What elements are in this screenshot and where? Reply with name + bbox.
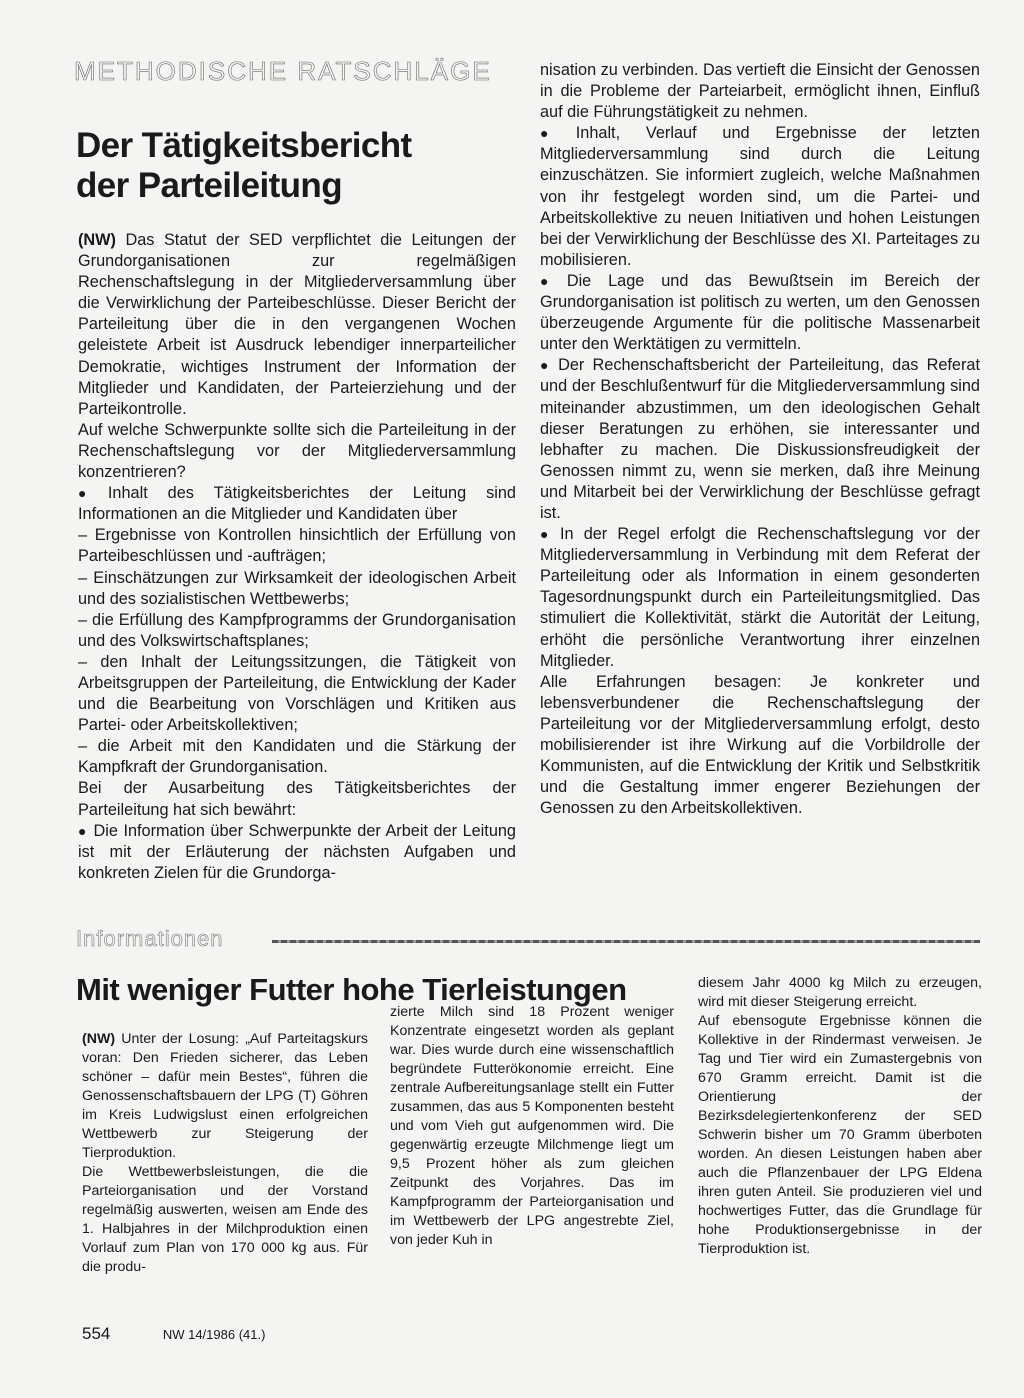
- article-title-line1: Der Tätigkeitsbericht: [76, 126, 412, 165]
- bullet-paragraph: ● Inhalt des Tätigkeitsberichtes der Leitung sind Informationen an die Mitglieder und Kandidaten über: [78, 483, 516, 525]
- source-tag: (NW): [82, 1031, 116, 1047]
- section-label: Informationen: [76, 926, 224, 951]
- article2-title: Mit weniger Futter hohe Tierleistungen: [76, 972, 627, 1007]
- issue-info: NW 14/1986 (41.): [162, 1327, 266, 1342]
- dash-item: – den Inhalt der Leitungssitzungen, die Tätigkeit von Arbeitsgruppen der Parteileitung, die Entwicklung der Kader und die Bearbeitung von Vorschlägen und Kritiken aus Partei- oder Arbeitskollektiven;: [78, 652, 516, 735]
- dash-item: – Ergebnisse von Kontrollen hinsichtlich der Erfüllung von Parteibeschlüssen und -aufträgen;: [78, 526, 516, 566]
- paragraph: zierte Milch sind 18 Prozent weniger Konzentrate eingesetzt worden als geplant war. Dies wurde durch eine wissenschaftlich begründete Futterökonomie erreicht. Eine zentrale Aufbereitungsanlage stellt ein Futter zusammen, das aus 5 Komponenten besteht und vom Vieh gut aufgenommen wird. Die gegenwärtig erzeugte Milchmenge liegt um 9,5 Prozent höher als zum gleichen Zeitpunkt des Vorjahres. Das im Kampfprogramm der Parteiorganisation und im Wettbewerb der LPG angestrebte Ziel, von jeder Kuh in: [390, 1004, 674, 1248]
- divider-line: [272, 940, 980, 943]
- page-number: 554: [82, 1324, 111, 1343]
- source-tag: (NW): [78, 231, 116, 249]
- article-title-line2: der Parteileitung: [76, 166, 342, 205]
- article-left-column: [78, 230, 516, 884]
- paragraph: (NW) Unter der Losung: „Auf Parteitagskurs voran: Den Frieden sicherer, das Leben schöner – dafür mein Bestes“, führen die Genossenschaftsbauern der LPG (T) Göhren im Kreis Ludwigslust einen erfolgreichen Wettbewerb zur Steigerung der Tierproduktion.: [82, 1031, 368, 1161]
- paragraph: (NW) Das Statut der SED verpflichtet die Leitungen der Grundorganisationen zur regelmäßigen Rechenschaftslegung in der Mitgliederversammlung über die Verwirklichung der Parteibeschlüsse. Dieser Bericht der Parteileitung über die in den vergangenen Wochen geleistete Arbeit ist Ausdruck lebendiger innerparteilicher Demokratie, wichtiges Instrument der Information der Mitglieder und Kandidaten, der Parteierziehung und der Parteikontrolle.: [78, 231, 516, 418]
- article-right-column: [540, 60, 980, 819]
- paragraph: nisation zu verbinden. Das vertieft die Einsicht der Genossen in die Probleme der Parteiarbeit, ermöglicht ihnen, Einfluß auf die Führungstätigkeit zu nehmen.: [540, 61, 980, 122]
- paragraph: Auf welche Schwerpunkte sollte sich die Parteileitung in der Rechenschaftslegung vor der Mitgliederversammlung konzentrieren?: [78, 420, 516, 482]
- dash-item: – die Arbeit mit den Kandidaten und die Stärkung der Kampfkraft der Grundorganisation.: [78, 737, 516, 777]
- bullet-paragraph: ● Der Rechenschaftsbericht der Parteileitung, das Referat und der Beschlußentwurf für die Mitgliederversammlung sind miteinander abzustimmen, um den ideologischen Gehalt dieser Beratungen zu erhöhen, sie interessanter und lebhafter zu machen. Die Diskussionsfreudigkeit der Genossen nimmt zu, wenn sie merken, daß ihre Meinung und Mitarbeit bei der Verwirklichung der Beschlüsse gefragt ist.: [540, 355, 980, 524]
- article-title: [76, 126, 496, 206]
- dash-item: – die Erfüllung des Kampfprogramms der Grundorganisation und des Volkswirtschaftsplanes;: [78, 610, 516, 650]
- page-footer: [82, 1324, 265, 1344]
- section-kicker: METHODISCHE RATSCHLÄGE: [74, 56, 492, 86]
- article2-column-2: [390, 1003, 674, 1250]
- paragraph: Alle Erfahrungen besagen: Je konkreter und lebensverbundener die Rechenschaftslegung der Parteileitung vor der Mitgliederversammlung erfolgt, desto mobilisierender ist ihre Wirkung auf die Vorbildrolle der Kommunisten, auf die Entwicklung der Kritik und Selbstkritik und die Gestaltung immer engerer Beziehungen der Genossen zu den Arbeitskollektiven.: [540, 672, 980, 818]
- paragraph: diesem Jahr 4000 kg Milch zu erzeugen, wird mit dieser Steigerung erreicht.: [698, 975, 982, 1010]
- paragraph: Auf ebensogute Ergebnisse können die Kollektive in der Rindermast verweisen. Je Tag und Tier wird ein Zumastergebnis von 670 Gramm erreicht. Damit ist die Orientierung der Bezirksdelegiertenkonferenz der SED Schwerin bisher um 70 Gramm überboten worden. An diesen Leistungen haben aber auch die Pflanzenbauer der LPG Eldena ihren guten Anteil. Sie produzieren viel und hochwertiges Futter, das die Grundlage für hohe Produktionsergebnisse in der Tierproduktion ist.: [698, 1013, 982, 1257]
- article2-column-3: [698, 974, 982, 1259]
- bullet-paragraph: ● Die Information über Schwerpunkte der Arbeit der Leitung ist mit der Erläuterung der nächsten Aufgaben und konkreten Zielen für die Grundorga-: [78, 821, 516, 884]
- paragraph: Bei der Ausarbeitung des Tätigkeitsberichtes der Parteileitung hat sich bewährt:: [78, 779, 516, 819]
- bullet-paragraph: ● Die Lage und das Bewußtsein im Bereich der Grundorganisation ist politisch zu werten, um den Genossen überzeugende Argumente für die politische Massenarbeit unter den Werktätigen zu vermitteln.: [540, 271, 980, 355]
- bullet-paragraph: ● In der Regel erfolgt die Rechenschaftslegung vor der Mitgliederversammlung in Verbindung mit dem Referat der Parteileitung oder als Information in einem gesonderten Tagesordnungspunkt durch ein Parteileitungsmitglied. Das stimuliert die Kollektivität, stärkt die Autorität der Leitung, erhöht die persönliche Verantwortung ihrer einzelnen Mitglieder.: [540, 524, 980, 672]
- bullet-paragraph: ● Inhalt, Verlauf und Ergebnisse der letzten Mitgliederversammlung sind durch die Leitung einzuschätzen. Sie informiert zugleich, welche Maßnahmen von ihr festgelegt worden sind, um die Partei- und Arbeitskollektive zu neuen Initiativen und hohen Leistungen bei der Verwirklichung der Beschlüsse des XI. Parteitages zu mobilisieren.: [540, 123, 980, 271]
- section-divider: [76, 926, 980, 958]
- dash-item: – Einschätzungen zur Wirksamkeit der ideologischen Arbeit und des sozialistischen Wettbewerbs;: [78, 568, 516, 608]
- article2-column-1: [82, 1030, 368, 1277]
- paragraph: Die Wettbewerbsleistungen, die die Parteiorganisation und der Vorstand regelmäßig auswerten, weisen am Ende des 1. Halbjahres in der Milchproduktion einen Vorlauf zum Plan von 170 000 kg aus. Für die produ-: [82, 1164, 368, 1275]
